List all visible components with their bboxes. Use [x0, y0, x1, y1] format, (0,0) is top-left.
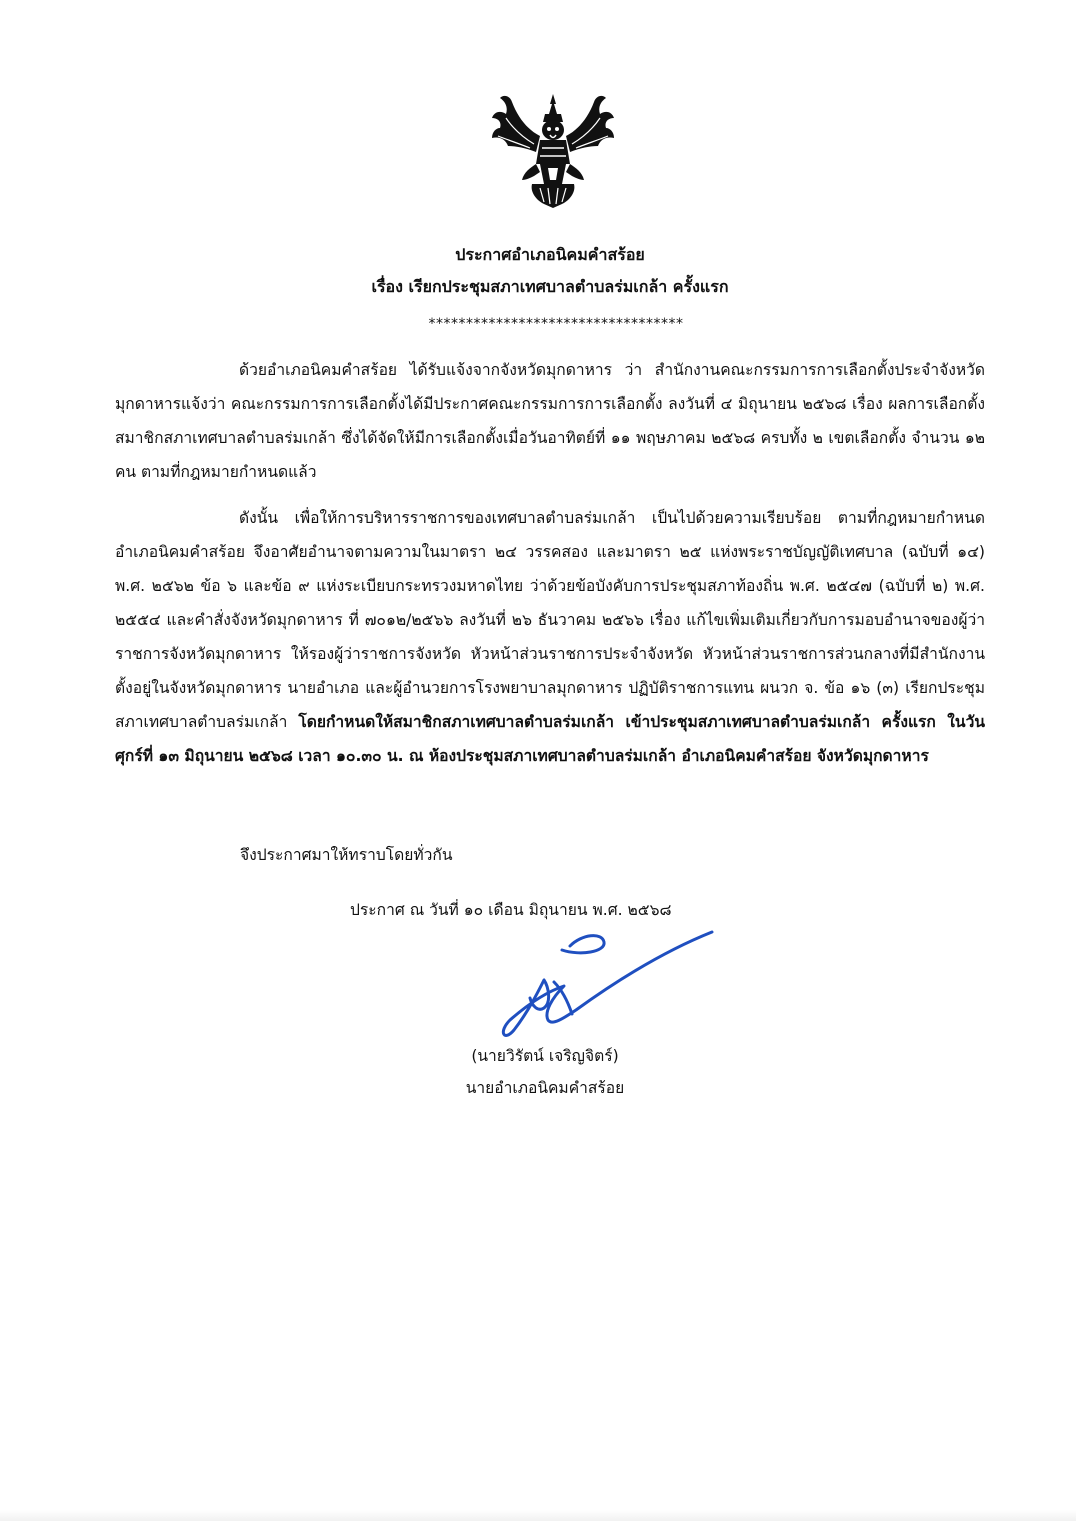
garuda-emblem-icon: [490, 92, 616, 210]
closing-statement: จึงประกาศมาให้ทราบโดยทั่วกัน: [240, 846, 453, 864]
announcement-date: ประกาศ ณ วันที่ ๑๐ เดือน มิถุนายน พ.ศ. ๒๕๖๘: [350, 901, 672, 919]
announcement-subject: เรื่อง เรียกประชุมสภาเทศบาลตำบลร่มเกล้า ครั้งแรก: [371, 277, 729, 296]
signer-position: นายอำเภอนิคมคำสร้อย: [465, 1079, 625, 1097]
announcement-title: ประกาศอำเภอนิคมคำสร้อย: [455, 245, 645, 264]
body-paragraph-2: [115, 501, 985, 773]
scan-bottom-edge: [0, 1510, 1076, 1521]
signer-name: (นายวิรัตน์ เจริญจิตร์): [471, 1047, 619, 1065]
signature-image: [492, 920, 724, 1046]
body-paragraph-1: [115, 353, 985, 489]
paragraph-2-bold-text: โดยกำหนดให้สมาชิกสภาเทศบาลตำบลร่มเกล้า เข้าประชุมสภาเทศบาลตำบลร่มเกล้า ครั้งแรก ในวันศุกร์ที่ ๑๓ มิถุนายน ๒๕๖๘ เวลา ๑๐.๓๐ น. ณ ห้องประชุมสภาเทศบาลตำบลร่มเกล้า อำเภอนิคมคำสร้อย จังหวัดมุกดาหาร: [115, 713, 985, 765]
paragraph-1-text: ด้วยอำเภอนิคมคำสร้อย ได้รับแจ้งจากจังหวัดมุกดาหาร ว่า สำนักงานคณะกรรมการการเลือกตั้งประจำจังหวัดมุกดาหารแจ้งว่า คณะกรรมการการเลือกตั้งได้มีประกาศคณะกรรมการการเลือกตั้ง ลงวันที่ ๔ มิถุนายน ๒๕๖๘ เรื่อง ผลการเลือกตั้งสมาชิกสภาเทศบาลตำบลร่มเกล้า ซึ่งได้จัดให้มีการเลือกตั้งเมื่อวันอาทิตย์ที่ ๑๑ พฤษภาคม ๒๕๖๘ ครบทั้ง ๒ เขตเลือกตั้ง จำนวน ๑๒ คน ตามที่กฎหมายกำหนดแล้ว: [115, 361, 985, 481]
paragraph-2-regular-text: ดังนั้น เพื่อให้การบริหารราชการของเทศบาลตำบลร่มเกล้า เป็นไปด้วยความเรียบร้อย ตามที่กฎหมายกำหนด อำเภอนิคมคำสร้อย จึงอาศัยอำนาจตามความในมาตรา ๒๔ วรรคสอง และมาตรา ๒๕ แห่งพระราชบัญญัติเทศบาล (ฉบับที่ ๑๔) พ.ศ. ๒๕๖๒ ข้อ ๖ และข้อ ๙ แห่งระเบียบกระทรวงมหาดไทย ว่าด้วยข้อบังคับการประชุมสภาท้องถิ่น พ.ศ. ๒๕๔๗ (ฉบับที่ ๒) พ.ศ. ๒๕๕๔ และคำสั่งจังหวัดมุกดาหาร ที่ ๗๐๑๒/๒๕๖๖ ลงวันที่ ๒๖ ธันวาคม ๒๕๖๖ เรื่อง แก้ไขเพิ่มเติมเกี่ยวกับการมอบอำนาจของผู้ว่าราชการจังหวัดมุกดาหาร ให้รองผู้ว่าราชการจังหวัด หัวหน้าส่วนราชการประจำจังหวัด หัวหน้าส่วนราชการส่วนกลางที่มีสำนักงานตั้งอยู่ในจังหวัดมุกดาหาร นายอำเภอ และผู้อำนวยการโรงพยาบาลมุกดาหาร ปฏิบัติราชการแทน ผนวก จ. ข้อ ๑๖ (๓) เรียกประชุมสภาเทศบาลตำบลร่มเกล้า: [115, 509, 985, 731]
title-separator: **********************************: [428, 316, 684, 332]
